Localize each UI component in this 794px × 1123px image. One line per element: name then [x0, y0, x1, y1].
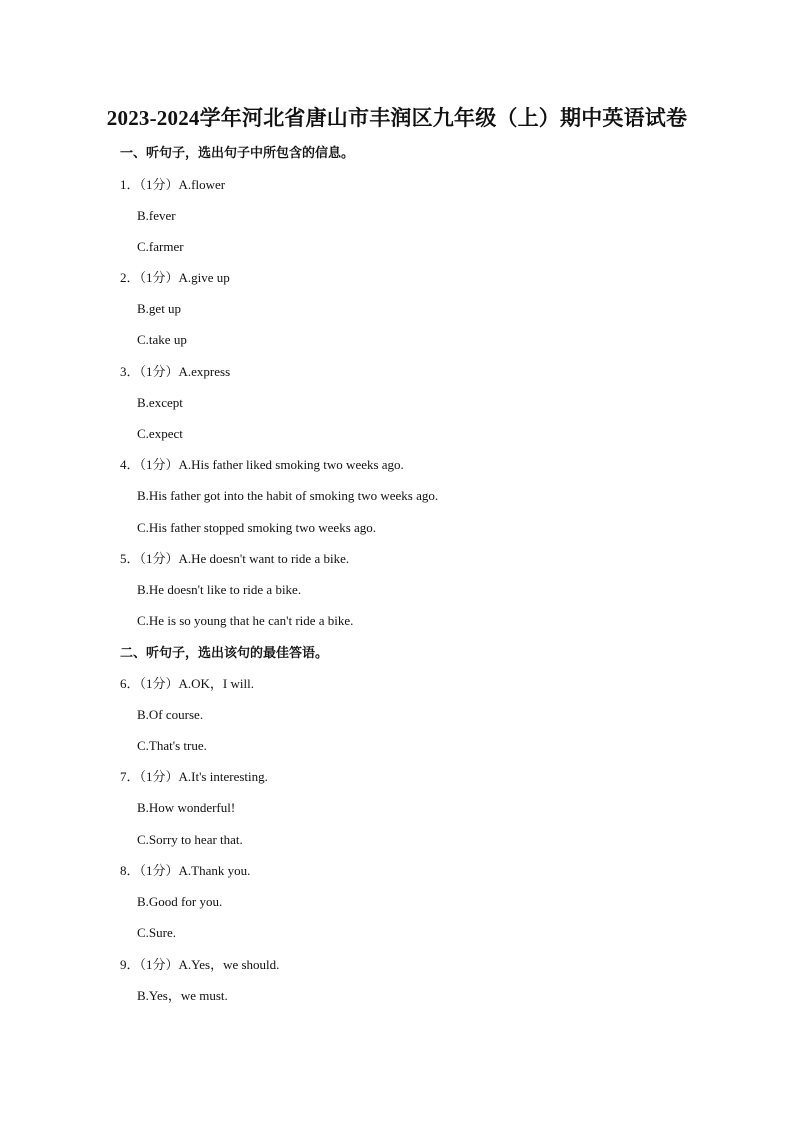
question-label: 6．（1分）	[120, 676, 179, 691]
option-b: B.except	[137, 395, 183, 410]
option-b: B.His father got into the habit of smoking two weeks ago.	[137, 488, 439, 503]
option-a: A.express	[178, 364, 231, 379]
option-b: B.Good for you.	[137, 894, 223, 909]
section-heading: 一、听句子，选出句子中所包含的信息。	[120, 145, 355, 160]
option-b: B.How wonderful!	[137, 800, 236, 815]
option-b: B.fever	[137, 208, 176, 223]
option-c: C.expect	[137, 426, 183, 441]
option-a: A.He doesn't want to ride a bike.	[178, 551, 350, 566]
option-c: C.take up	[137, 332, 187, 347]
option-b: B.He doesn't like to ride a bike.	[137, 582, 302, 597]
question-label: 5．（1分）	[120, 551, 179, 566]
option-a: A.OK，I will.	[178, 676, 254, 691]
option-a: A.Thank you.	[178, 863, 251, 878]
option-c: C.Sorry to hear that.	[137, 832, 243, 847]
question-5	[120, 551, 349, 567]
option-b: B.get up	[137, 301, 182, 316]
question-4	[120, 457, 404, 473]
question-label: 3．（1分）	[120, 364, 179, 379]
question-7	[120, 769, 268, 785]
option-a: A.It's interesting.	[178, 769, 268, 784]
option-a: A.Yes，we should.	[178, 957, 280, 972]
question-label: 2．（1分）	[120, 270, 179, 285]
option-c: C.His father stopped smoking two weeks ago.	[137, 520, 377, 535]
option-c: C.He is so young that he can't ride a bike.	[137, 613, 354, 628]
option-b: B.Of course.	[137, 707, 204, 722]
question-1	[120, 177, 225, 193]
question-label: 1．（1分）	[120, 177, 179, 192]
option-c: C.farmer	[137, 239, 184, 254]
exam-title: 2023-2024学年河北省唐山市丰润区九年级（上）期中英语试卷	[106, 106, 688, 130]
option-c: C.That's true.	[137, 738, 207, 753]
question-9	[120, 957, 279, 973]
question-label: 8．（1分）	[120, 863, 179, 878]
question-label: 9．（1分）	[120, 957, 179, 972]
section-heading: 二、听句子，选出该句的最佳答语。	[120, 645, 329, 660]
option-b: B.Yes，we must.	[137, 988, 228, 1003]
option-c: C.Sure.	[137, 925, 176, 940]
option-a: A.give up	[178, 270, 230, 285]
option-a: A.flower	[178, 177, 226, 192]
question-8	[120, 863, 250, 879]
question-label: 7．（1分）	[120, 769, 179, 784]
option-a: A.His father liked smoking two weeks ago.	[178, 457, 404, 472]
question-2	[120, 270, 230, 286]
question-label: 4．（1分）	[120, 457, 179, 472]
question-6	[120, 676, 254, 692]
question-3	[120, 364, 230, 380]
